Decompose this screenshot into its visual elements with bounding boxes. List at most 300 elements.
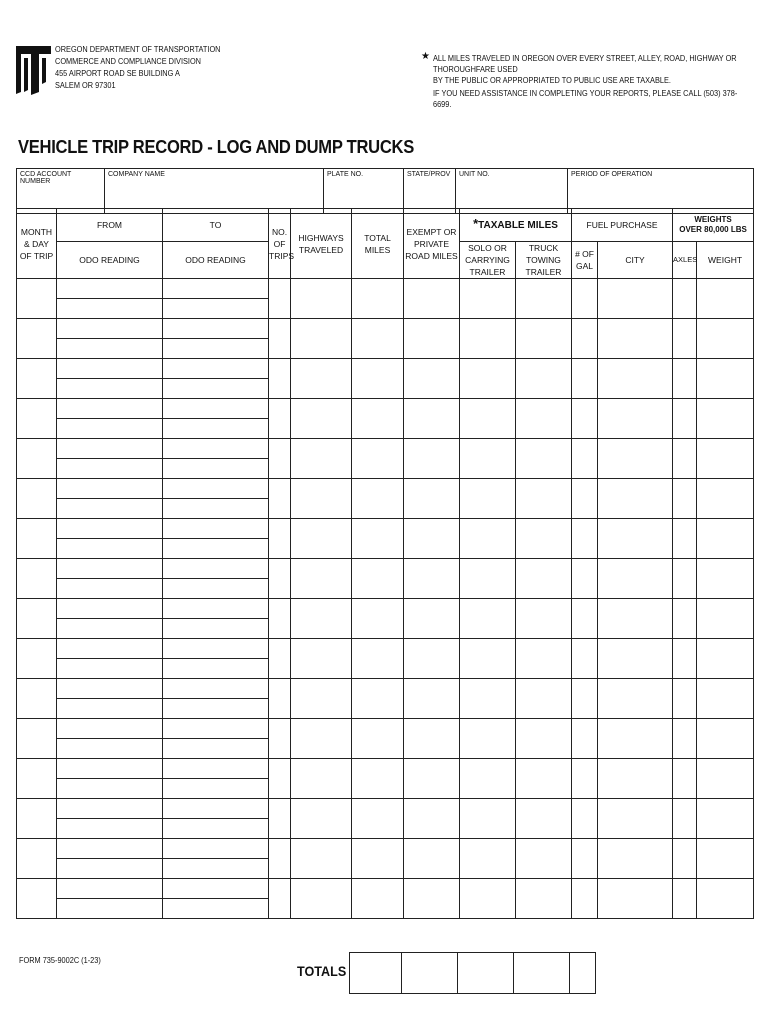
gallons-cell[interactable]	[572, 759, 598, 799]
solo-miles-cell[interactable]	[460, 279, 516, 319]
total-miles-cell[interactable]	[352, 399, 404, 439]
from-odo-cell[interactable]	[57, 339, 163, 359]
gallons-cell[interactable]	[572, 799, 598, 839]
towing-miles-cell[interactable]	[516, 399, 572, 439]
to-odo-cell[interactable]	[163, 519, 269, 539]
from-odo-cell[interactable]	[57, 739, 163, 759]
month-day-cell[interactable]	[17, 559, 57, 599]
exempt-miles-cell[interactable]	[404, 599, 460, 639]
table-row	[17, 439, 754, 459]
assistance-note: IF YOU NEED ASSISTANCE IN COMPLETING YOUR REPORTS, PLEASE CALL (503) 378-6699.	[433, 89, 738, 109]
to-odo-cell[interactable]	[163, 439, 269, 459]
total-miles-cell[interactable]	[352, 759, 404, 799]
agency-line: COMMERCE AND COMPLIANCE DIVISION	[55, 57, 201, 66]
table-row	[17, 639, 754, 659]
to-odo-cell[interactable]	[163, 699, 269, 719]
month-day-cell[interactable]	[17, 279, 57, 319]
month-day-cell[interactable]	[17, 839, 57, 879]
towing-miles-cell[interactable]	[516, 519, 572, 559]
exempt-miles-cell[interactable]	[404, 519, 460, 559]
col-highways: HIGHWAYS TRAVELED	[291, 209, 352, 279]
gallons-cell[interactable]	[572, 839, 598, 879]
total-miles-cell[interactable]	[352, 359, 404, 399]
unit-no-field[interactable]	[456, 169, 568, 214]
col-truck-towing: TRUCK TOWING TRAILER	[516, 242, 572, 279]
axles-cell[interactable]	[673, 639, 697, 679]
city-cell[interactable]	[598, 839, 673, 879]
axles-cell[interactable]	[673, 519, 697, 559]
table-row	[17, 759, 754, 779]
axles-cell[interactable]	[673, 799, 697, 839]
col-weights: WEIGHTS OVER 80,000 LBS	[673, 209, 754, 242]
from-odo-cell[interactable]	[57, 299, 163, 319]
total-exempt-cell[interactable]	[402, 953, 458, 994]
total-miles-cell[interactable]	[352, 559, 404, 599]
to-odo-cell[interactable]	[163, 719, 269, 739]
solo-miles-cell[interactable]	[460, 839, 516, 879]
month-day-cell[interactable]	[17, 359, 57, 399]
total-miles-cell[interactable]	[352, 639, 404, 679]
month-day-cell[interactable]	[17, 479, 57, 519]
trips-cell[interactable]	[269, 519, 291, 559]
trips-cell[interactable]	[269, 399, 291, 439]
to-odo-cell[interactable]	[163, 339, 269, 359]
to-odo-cell[interactable]	[163, 559, 269, 579]
exempt-miles-cell[interactable]	[404, 679, 460, 719]
towing-miles-cell[interactable]	[516, 719, 572, 759]
weight-cell[interactable]	[697, 359, 754, 399]
towing-miles-cell[interactable]	[516, 759, 572, 799]
field-label: STATE/PROV	[407, 171, 451, 178]
star-icon: ★	[421, 51, 430, 62]
col-gallons: # OF GAL	[572, 242, 598, 279]
towing-miles-cell[interactable]	[516, 439, 572, 479]
weight-cell[interactable]	[697, 879, 754, 919]
gallons-cell[interactable]	[572, 279, 598, 319]
to-odo-cell[interactable]	[163, 819, 269, 839]
from-odo-cell[interactable]	[57, 839, 163, 859]
form-title: VEHICLE TRIP RECORD - LOG AND DUMP TRUCKS	[18, 137, 414, 157]
city-cell[interactable]	[598, 679, 673, 719]
gallons-cell[interactable]	[572, 679, 598, 719]
total-solo-cell[interactable]	[458, 953, 514, 994]
highways-cell[interactable]	[291, 799, 352, 839]
axles-cell[interactable]	[673, 839, 697, 879]
solo-miles-cell[interactable]	[460, 319, 516, 359]
month-day-cell[interactable]	[17, 799, 57, 839]
exempt-miles-cell[interactable]	[404, 359, 460, 399]
col-to: TO	[163, 209, 269, 242]
table-row	[17, 799, 754, 819]
col-exempt-miles: EXEMPT OR PRIVATE ROAD MILES	[404, 209, 460, 279]
to-odo-cell[interactable]	[163, 459, 269, 479]
axles-cell[interactable]	[673, 679, 697, 719]
solo-miles-cell[interactable]	[460, 439, 516, 479]
axles-cell[interactable]	[673, 319, 697, 359]
city-cell[interactable]	[598, 439, 673, 479]
solo-miles-cell[interactable]	[460, 679, 516, 719]
total-gallons-cell[interactable]	[570, 953, 596, 994]
month-day-cell[interactable]	[17, 719, 57, 759]
highways-cell[interactable]	[291, 479, 352, 519]
weight-cell[interactable]	[697, 759, 754, 799]
from-odo-cell[interactable]	[57, 539, 163, 559]
from-odo-cell[interactable]	[57, 559, 163, 579]
from-odo-cell[interactable]	[57, 519, 163, 539]
axles-cell[interactable]	[673, 719, 697, 759]
highways-cell[interactable]	[291, 839, 352, 879]
period-field[interactable]	[568, 169, 754, 214]
exempt-miles-cell[interactable]	[404, 719, 460, 759]
from-odo-cell[interactable]	[57, 779, 163, 799]
from-odo-cell[interactable]	[57, 359, 163, 379]
month-day-cell[interactable]	[17, 679, 57, 719]
total-miles-cell[interactable]	[352, 839, 404, 879]
trips-cell[interactable]	[269, 799, 291, 839]
weight-cell[interactable]	[697, 719, 754, 759]
agency-line: OREGON DEPARTMENT OF TRANSPORTATION	[55, 45, 221, 54]
to-odo-cell[interactable]	[163, 759, 269, 779]
towing-miles-cell[interactable]	[516, 559, 572, 599]
table-row	[17, 279, 754, 299]
gallons-cell[interactable]	[572, 559, 598, 599]
solo-miles-cell[interactable]	[460, 479, 516, 519]
trips-cell[interactable]	[269, 479, 291, 519]
field-label: COMPANY NAME	[108, 171, 165, 178]
weight-cell[interactable]	[697, 599, 754, 639]
city-cell[interactable]	[598, 519, 673, 559]
month-day-cell[interactable]	[17, 319, 57, 359]
trip-record-table	[16, 208, 754, 919]
city-cell[interactable]	[598, 879, 673, 919]
solo-miles-cell[interactable]	[460, 759, 516, 799]
exempt-miles-cell[interactable]	[404, 839, 460, 879]
col-weight: WEIGHT	[697, 242, 754, 279]
highways-cell[interactable]	[291, 559, 352, 599]
exempt-miles-cell[interactable]	[404, 319, 460, 359]
from-odo-cell[interactable]	[57, 879, 163, 899]
field-label: CCD ACCOUNT NUMBER	[20, 171, 72, 185]
from-odo-cell[interactable]	[57, 479, 163, 499]
month-day-cell[interactable]	[17, 439, 57, 479]
from-odo-cell[interactable]	[57, 679, 163, 699]
gallons-cell[interactable]	[572, 439, 598, 479]
trips-cell[interactable]	[269, 639, 291, 679]
table-row	[17, 479, 754, 499]
from-odo-cell[interactable]	[57, 599, 163, 619]
from-odo-cell[interactable]	[57, 279, 163, 299]
month-day-cell[interactable]	[17, 759, 57, 799]
solo-miles-cell[interactable]	[460, 359, 516, 399]
weight-cell[interactable]	[697, 279, 754, 319]
from-odo-cell[interactable]	[57, 619, 163, 639]
state-prov-field[interactable]	[404, 169, 456, 214]
trips-cell[interactable]	[269, 599, 291, 639]
towing-miles-cell[interactable]	[516, 479, 572, 519]
agency-line: 455 AIRPORT ROAD SE BUILDING A	[55, 69, 180, 78]
exempt-miles-cell[interactable]	[404, 559, 460, 599]
solo-miles-cell[interactable]	[460, 399, 516, 439]
from-odo-cell[interactable]	[57, 639, 163, 659]
highways-cell[interactable]	[291, 359, 352, 399]
table-row	[17, 879, 754, 899]
gallons-cell[interactable]	[572, 399, 598, 439]
exempt-miles-cell[interactable]	[404, 879, 460, 919]
to-odo-cell[interactable]	[163, 479, 269, 499]
trips-cell[interactable]	[269, 439, 291, 479]
from-odo-cell[interactable]	[57, 859, 163, 879]
total-miles-cell[interactable]	[352, 519, 404, 559]
to-odo-cell[interactable]	[163, 779, 269, 799]
total-miles-cell[interactable]	[352, 799, 404, 839]
city-cell[interactable]	[598, 799, 673, 839]
table-row	[17, 599, 754, 619]
highways-cell[interactable]	[291, 679, 352, 719]
weight-cell[interactable]	[697, 679, 754, 719]
from-odo-cell[interactable]	[57, 499, 163, 519]
weight-cell[interactable]	[697, 839, 754, 879]
towing-miles-cell[interactable]	[516, 599, 572, 639]
to-odo-cell[interactable]	[163, 299, 269, 319]
weight-cell[interactable]	[697, 519, 754, 559]
city-cell[interactable]	[598, 359, 673, 399]
from-odo-cell[interactable]	[57, 659, 163, 679]
to-odo-cell[interactable]	[163, 319, 269, 339]
from-odo-cell[interactable]	[57, 799, 163, 819]
col-month-day: MONTH & DAY OF TRIP	[17, 209, 57, 279]
highways-cell[interactable]	[291, 879, 352, 919]
from-odo-cell[interactable]	[57, 459, 163, 479]
plate-no-field[interactable]	[324, 169, 404, 214]
towing-miles-cell[interactable]	[516, 359, 572, 399]
city-cell[interactable]	[598, 319, 673, 359]
solo-miles-cell[interactable]	[460, 799, 516, 839]
trips-cell[interactable]	[269, 559, 291, 599]
towing-miles-cell[interactable]	[516, 279, 572, 319]
city-cell[interactable]	[598, 599, 673, 639]
month-day-cell[interactable]	[17, 399, 57, 439]
col-odo-to: ODO READING	[163, 242, 269, 279]
to-odo-cell[interactable]	[163, 359, 269, 379]
from-odo-cell[interactable]	[57, 899, 163, 919]
to-odo-cell[interactable]	[163, 679, 269, 699]
highways-cell[interactable]	[291, 599, 352, 639]
taxable-note-line: ALL MILES TRAVELED IN OREGON OVER EVERY STREET, ALLEY, ROAD, HIGHWAY OR THOROUGHFARE USED	[433, 54, 737, 74]
from-odo-cell[interactable]	[57, 759, 163, 779]
weight-cell[interactable]	[697, 479, 754, 519]
axles-cell[interactable]	[673, 399, 697, 439]
month-day-cell[interactable]	[17, 879, 57, 919]
city-cell[interactable]	[598, 719, 673, 759]
gallons-cell[interactable]	[572, 879, 598, 919]
city-cell[interactable]	[598, 639, 673, 679]
towing-miles-cell[interactable]	[516, 319, 572, 359]
city-cell[interactable]	[598, 279, 673, 319]
table-row	[17, 839, 754, 859]
from-odo-cell[interactable]	[57, 579, 163, 599]
table-row	[17, 359, 754, 379]
company-name-field[interactable]	[105, 169, 324, 214]
col-no-of-trips: NO. OF TRIPS	[269, 209, 291, 279]
month-day-cell[interactable]	[17, 519, 57, 559]
total-miles-cell[interactable]	[352, 679, 404, 719]
weight-cell[interactable]	[697, 319, 754, 359]
exempt-miles-cell[interactable]	[404, 799, 460, 839]
towing-miles-cell[interactable]	[516, 679, 572, 719]
from-odo-cell[interactable]	[57, 819, 163, 839]
to-odo-cell[interactable]	[163, 419, 269, 439]
total-miles-cell[interactable]	[352, 719, 404, 759]
col-fuel-purchase: FUEL PURCHASE	[572, 209, 673, 242]
totals-label: TOTALS	[297, 963, 347, 979]
exempt-miles-cell[interactable]	[404, 479, 460, 519]
odot-logo	[15, 42, 52, 97]
axles-cell[interactable]	[673, 879, 697, 919]
total-miles-cell[interactable]	[350, 953, 402, 994]
table-row	[17, 679, 754, 699]
to-odo-cell[interactable]	[163, 279, 269, 299]
axles-cell[interactable]	[673, 439, 697, 479]
exempt-miles-cell[interactable]	[404, 759, 460, 799]
weight-cell[interactable]	[697, 399, 754, 439]
to-odo-cell[interactable]	[163, 659, 269, 679]
gallons-cell[interactable]	[572, 359, 598, 399]
solo-miles-cell[interactable]	[460, 599, 516, 639]
towing-miles-cell[interactable]	[516, 839, 572, 879]
from-odo-cell[interactable]	[57, 399, 163, 419]
axles-cell[interactable]	[673, 599, 697, 639]
solo-miles-cell[interactable]	[460, 639, 516, 679]
trips-cell[interactable]	[269, 359, 291, 399]
towing-miles-cell[interactable]	[516, 799, 572, 839]
trips-cell[interactable]	[269, 719, 291, 759]
city-cell[interactable]	[598, 759, 673, 799]
total-miles-cell[interactable]	[352, 599, 404, 639]
trips-cell[interactable]	[269, 679, 291, 719]
highways-cell[interactable]	[291, 719, 352, 759]
month-day-cell[interactable]	[17, 639, 57, 679]
axles-cell[interactable]	[673, 559, 697, 599]
to-odo-cell[interactable]	[163, 839, 269, 859]
highways-cell[interactable]	[291, 639, 352, 679]
to-odo-cell[interactable]	[163, 399, 269, 419]
from-odo-cell[interactable]	[57, 419, 163, 439]
exempt-miles-cell[interactable]	[404, 639, 460, 679]
table-row	[17, 519, 754, 539]
highways-cell[interactable]	[291, 399, 352, 439]
col-taxable-miles: *TAXABLE MILES	[460, 209, 572, 242]
trips-cell[interactable]	[269, 279, 291, 319]
total-miles-cell[interactable]	[352, 479, 404, 519]
towing-miles-cell[interactable]	[516, 879, 572, 919]
col-total-miles: TOTAL MILES	[352, 209, 404, 279]
axles-cell[interactable]	[673, 479, 697, 519]
weight-cell[interactable]	[697, 639, 754, 679]
city-cell[interactable]	[598, 479, 673, 519]
from-odo-cell[interactable]	[57, 439, 163, 459]
highways-cell[interactable]	[291, 519, 352, 559]
totals-table	[349, 952, 596, 994]
to-odo-cell[interactable]	[163, 499, 269, 519]
total-miles-cell[interactable]	[352, 319, 404, 359]
weight-cell[interactable]	[697, 799, 754, 839]
to-odo-cell[interactable]	[163, 539, 269, 559]
exempt-miles-cell[interactable]	[404, 399, 460, 439]
city-cell[interactable]	[598, 559, 673, 599]
trips-cell[interactable]	[269, 759, 291, 799]
table-row	[17, 319, 754, 339]
field-label: PLATE NO.	[327, 171, 364, 178]
highways-cell[interactable]	[291, 319, 352, 359]
towing-miles-cell[interactable]	[516, 639, 572, 679]
highways-cell[interactable]	[291, 439, 352, 479]
axles-cell[interactable]	[673, 279, 697, 319]
to-odo-cell[interactable]	[163, 639, 269, 659]
gallons-cell[interactable]	[572, 319, 598, 359]
trips-cell[interactable]	[269, 319, 291, 359]
exempt-miles-cell[interactable]	[404, 439, 460, 479]
field-label: PERIOD OF OPERATION	[571, 171, 653, 178]
to-odo-cell[interactable]	[163, 599, 269, 619]
gallons-cell[interactable]	[572, 519, 598, 559]
trips-cell[interactable]	[269, 839, 291, 879]
gallons-cell[interactable]	[572, 599, 598, 639]
axles-cell[interactable]	[673, 759, 697, 799]
to-odo-cell[interactable]	[163, 739, 269, 759]
to-odo-cell[interactable]	[163, 619, 269, 639]
total-miles-cell[interactable]	[352, 279, 404, 319]
gallons-cell[interactable]	[572, 719, 598, 759]
total-towing-cell[interactable]	[514, 953, 570, 994]
solo-miles-cell[interactable]	[460, 559, 516, 599]
solo-miles-cell[interactable]	[460, 879, 516, 919]
gallons-cell[interactable]	[572, 639, 598, 679]
to-odo-cell[interactable]	[163, 379, 269, 399]
total-miles-cell[interactable]	[352, 439, 404, 479]
asterisk: *	[473, 216, 479, 231]
to-odo-cell[interactable]	[163, 799, 269, 819]
from-odo-cell[interactable]	[57, 379, 163, 399]
to-odo-cell[interactable]	[163, 579, 269, 599]
table-row	[17, 719, 754, 739]
from-odo-cell[interactable]	[57, 719, 163, 739]
weight-cell[interactable]	[697, 559, 754, 599]
agency-line: SALEM OR 97301	[55, 81, 116, 90]
total-miles-cell[interactable]	[352, 879, 404, 919]
from-odo-cell[interactable]	[57, 319, 163, 339]
table-row	[17, 559, 754, 579]
to-odo-cell[interactable]	[163, 899, 269, 919]
col-solo-carrying: SOLO OR CARRYING TRAILER	[460, 242, 516, 279]
col-odo-from: ODO READING	[57, 242, 163, 279]
month-day-cell[interactable]	[17, 599, 57, 639]
weight-cell[interactable]	[697, 439, 754, 479]
axles-cell[interactable]	[673, 359, 697, 399]
to-odo-cell[interactable]	[163, 859, 269, 879]
highways-cell[interactable]	[291, 759, 352, 799]
gallons-cell[interactable]	[572, 479, 598, 519]
trips-cell[interactable]	[269, 879, 291, 919]
exempt-miles-cell[interactable]	[404, 279, 460, 319]
field-label: UNIT NO.	[459, 171, 490, 178]
solo-miles-cell[interactable]	[460, 519, 516, 559]
to-odo-cell[interactable]	[163, 879, 269, 899]
solo-miles-cell[interactable]	[460, 719, 516, 759]
ccd-account-field[interactable]	[17, 169, 105, 214]
city-cell[interactable]	[598, 399, 673, 439]
from-odo-cell[interactable]	[57, 699, 163, 719]
highways-cell[interactable]	[291, 279, 352, 319]
